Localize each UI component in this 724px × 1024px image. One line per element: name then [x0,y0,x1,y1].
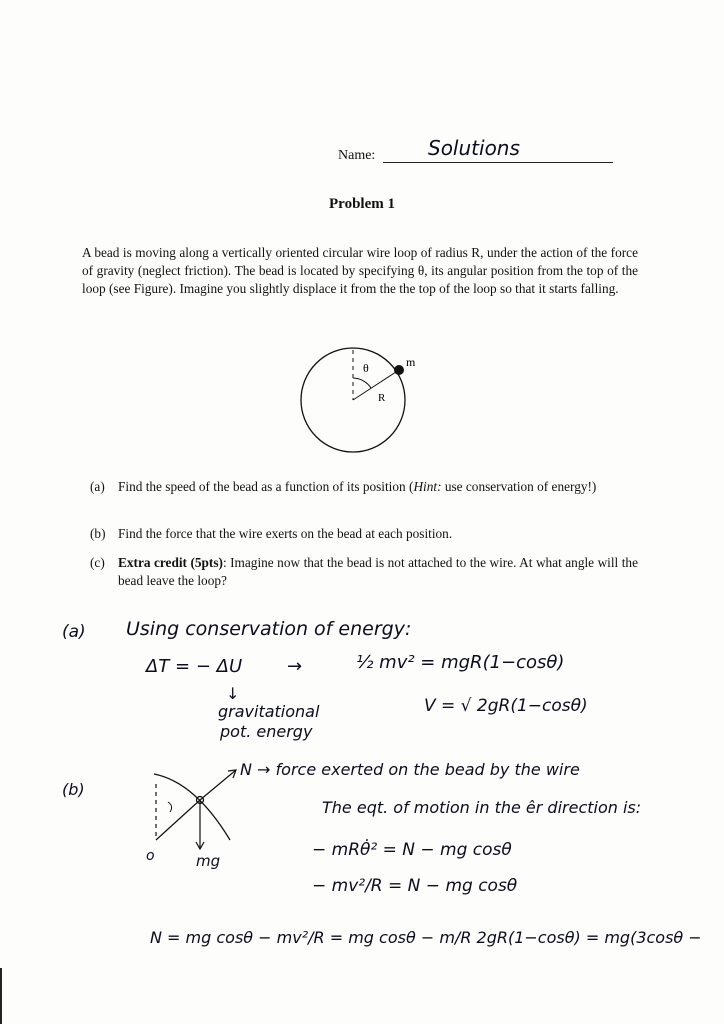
loop-figure [290,342,430,462]
solution-a-arrow: → [287,656,303,677]
solution-b-eq1: − mRθ̇² = N − mg cosθ [312,840,512,860]
normal-force-arrow [200,770,236,800]
fbd-mg-label: mg [196,852,221,870]
theta-arc [353,378,371,388]
part-a [90,478,638,496]
part-c [90,554,638,590]
free-body-diagram [140,762,250,862]
solution-a-eq2: ½ mv² = mgR(1−cosθ) [356,652,565,673]
part-a-label: (a) [90,479,105,494]
part-a-text-after: use conservation of energy!) [441,479,597,494]
name-value: Solutions [428,136,520,160]
solution-a-note2: pot. energy [220,722,313,741]
solution-b-normal-def: N → force exerted on the bead by the wire [240,760,580,779]
radius-label: R [378,392,386,404]
solution-a-speed: V = √ 2gR(1−cosθ) [424,696,588,716]
solution-b-motion-text: The eqt. of motion in the êr direction is: [322,798,642,817]
solution-a-down-arrow: ↓ [226,684,240,703]
radius-to-bead [156,800,200,840]
page-edge-bar [0,968,2,1024]
part-a-hint: Hint: [413,479,442,494]
solution-b-eq2: − mv²/R = N − mg cosθ [312,876,518,896]
part-b-text: Find the force that the wire exerts on the bead at each position. [118,526,453,541]
name-label: Name: [338,148,376,163]
name-underline [383,162,613,163]
part-c-text [118,554,638,590]
solution-a-note1: gravitational [218,702,320,721]
part-c-bold: Extra credit (5pts) [118,555,223,570]
problem-statement: A bead is moving along a vertically oriented circular wire loop of radius R, under the action of the force of gravity (neglect friction). The bead is located by specifying θ, its angular position from the top of the loop (see Figure). Imagine you slightly displace it from the the top of the loop so that it starts falling. [82,245,638,296]
solution-b-final: N = mg cosθ − mv²/R = mg cosθ − m/R 2gR(1−cosθ) = mg(3cosθ − [150,928,702,947]
mass-label: m [406,355,416,369]
part-a-text [118,478,638,496]
part-b-label: (b) [90,526,106,541]
part-c-rest: : Imagine now that the bead is not attached to the wire. At what angle will the bead leave the loop? [118,555,638,588]
fbd-origin-label: o [146,848,155,864]
part-a-text-before: Find the speed of the bead as a function of its position ( [118,479,414,494]
problem-title: Problem 1 [329,196,395,212]
bead-dot [394,365,404,375]
solution-a-label: (a) [62,622,86,642]
part-b [90,525,638,543]
solution-a-eq1: ΔT = − ΔU [146,656,243,677]
part-c-label: (c) [90,555,105,570]
radius-line [353,370,399,400]
theta-mark [168,802,172,812]
theta-label: θ [363,361,369,375]
solution-b-label: (b) [62,780,85,799]
solution-a-intro: Using conservation of energy: [126,618,412,640]
